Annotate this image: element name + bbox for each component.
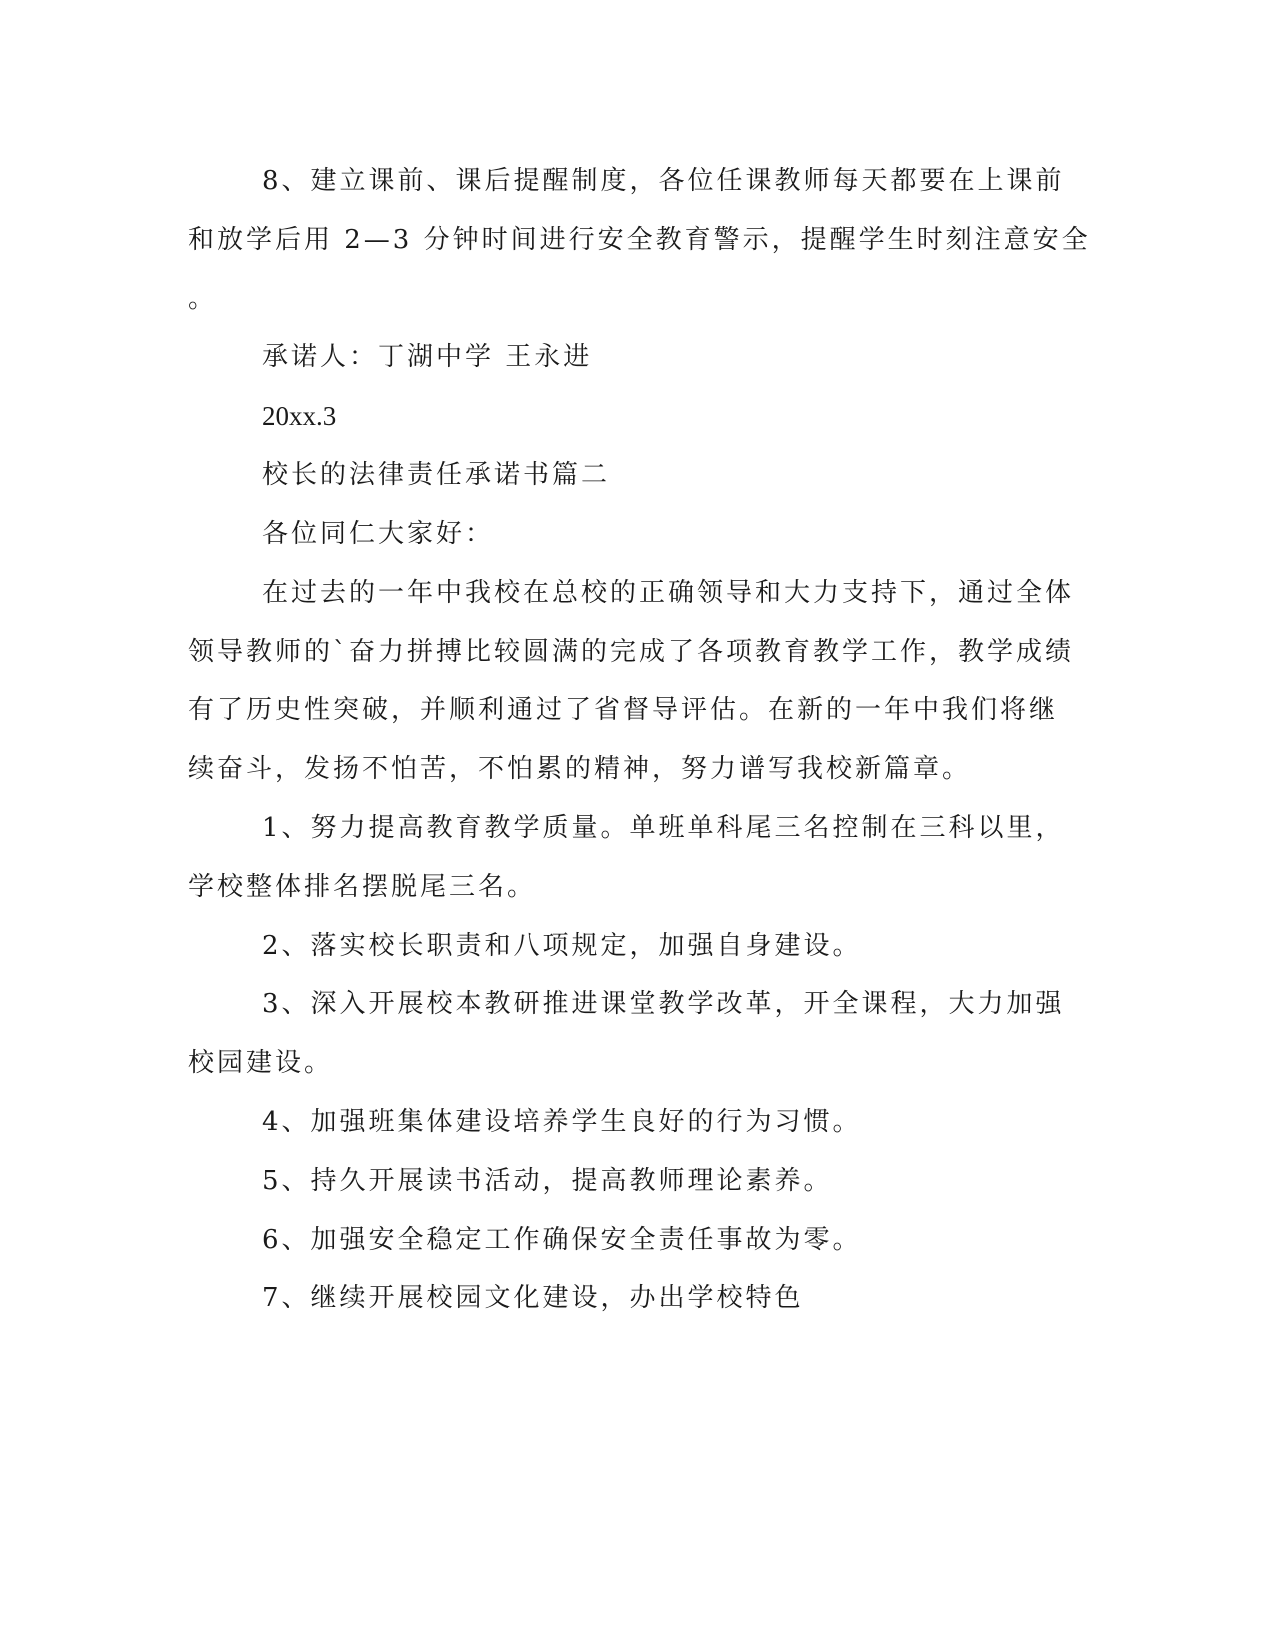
intro-paragraph-line-1: 在过去的一年中我校在总校的正确领导和大力支持下，通过全体 — [262, 578, 1075, 608]
item-3-line-2: 校园建设。 — [188, 1048, 334, 1078]
greeting-line: 各位同仁大家好： — [262, 519, 495, 549]
item-1-line-1: 1、努力提高教育教学质量。单班单科尾三名控制在三科以里， — [262, 813, 1065, 843]
item-6: 6、加强安全稳定工作确保安全责任事故为零。 — [262, 1225, 862, 1255]
item-7: 7、继续开展校园文化建设，办出学校特色 — [262, 1283, 804, 1313]
intro-paragraph-line-3: 有了历史性突破，并顺利通过了省督导评估。在新的一年中我们将继 — [188, 695, 1059, 725]
signatory-line: 承诺人：丁湖中学 王永进 — [262, 342, 593, 372]
paragraph-8-line-1: 8、建立课前、课后提醒制度，各位任课教师每天都要在上课前 — [262, 166, 1065, 196]
intro-paragraph-line-4: 续奋斗，发扬不怕苦，不怕累的精神，努力谱写我校新篇章。 — [188, 754, 972, 784]
paragraph-8-line-3: 。 — [188, 284, 218, 314]
item-1-line-2: 学校整体排名摆脱尾三名。 — [188, 872, 537, 902]
paragraph-8-line-2: 和放学后用 2—3 分钟时间进行安全教育警示，提醒学生时刻注意安全 — [188, 225, 1091, 255]
item-4: 4、加强班集体建设培养学生良好的行为习惯。 — [262, 1107, 862, 1137]
section-title: 校长的法律责任承诺书篇二 — [262, 460, 611, 490]
item-3-line-1: 3、深入开展校本教研推进课堂教学改革，开全课程，大力加强 — [262, 989, 1065, 1019]
item-5: 5、持久开展读书活动，提高教师理论素养。 — [262, 1166, 833, 1196]
item-2: 2、落实校长职责和八项规定，加强自身建设。 — [262, 931, 862, 961]
date-line: 20xx.3 — [262, 401, 337, 431]
intro-paragraph-line-2: 领导教师的`奋力拼搏比较圆满的完成了各项教育教学工作，教学成绩 — [188, 637, 1075, 667]
